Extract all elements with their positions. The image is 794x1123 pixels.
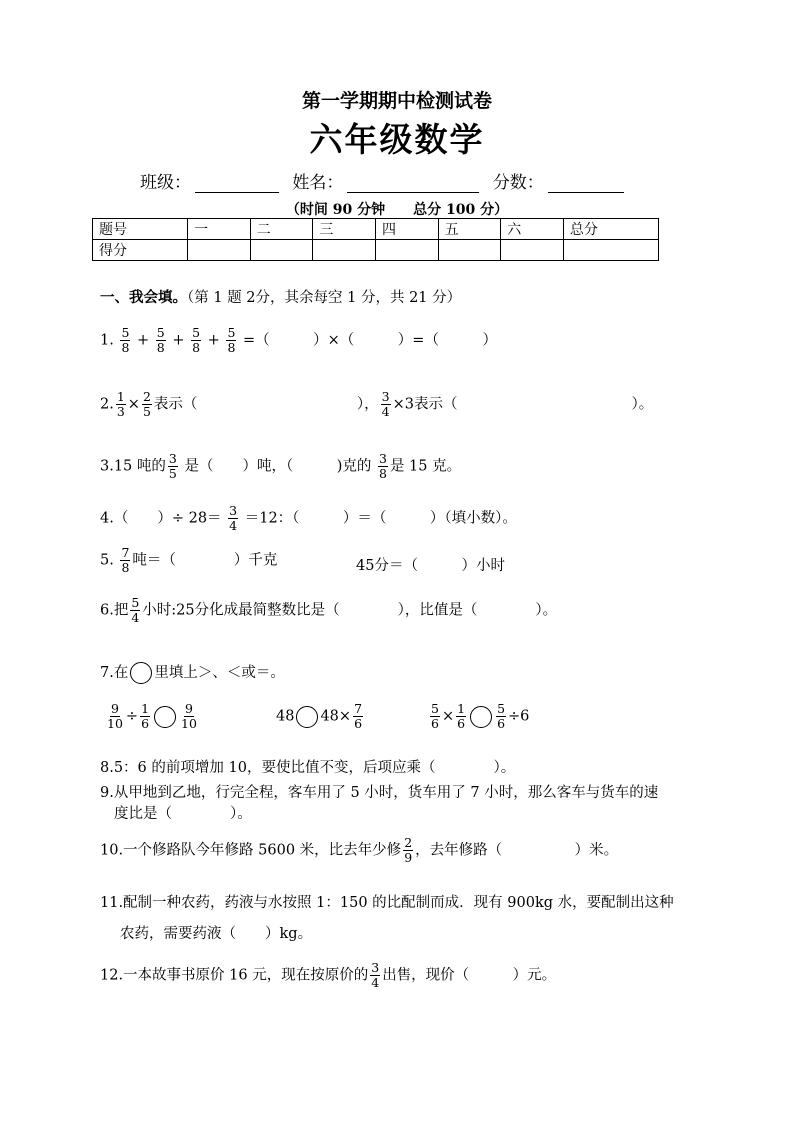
times-sign: × <box>127 396 140 413</box>
q1-blanks[interactable]: =（ ）×（ ）=（ ） <box>243 332 497 349</box>
score-table-header-row <box>93 219 659 240</box>
fraction: $\frac{5}{8}$ <box>121 325 130 355</box>
q7-text-end: 里填上＞、＜或＝。 <box>154 665 285 681</box>
q10-text: 10.一个修路队今年修路 5600 米，比去年少修 <box>100 842 402 859</box>
score-table <box>92 218 659 261</box>
table-cell: 二 <box>250 219 313 240</box>
q10-blank[interactable]: ，去年修路（ ）米。 <box>415 842 619 859</box>
compare-circle[interactable] <box>296 706 318 728</box>
question-9-line-2[interactable]: 度比是（ ）。 <box>114 806 252 822</box>
q12-blank[interactable]: 出售，现价（ ）元。 <box>382 967 557 984</box>
q12-text: 12.一本故事书原价 16 元，现在按原价的 <box>100 967 369 984</box>
q7-number: 48 <box>276 708 295 725</box>
question-10 <box>100 836 618 865</box>
fraction: $\frac{5}{6}$ <box>431 701 439 731</box>
question-12 <box>100 961 556 990</box>
q2-blank-2[interactable]: ×3表示（ ）。 <box>392 396 654 413</box>
fraction: $\frac{2}{5}$ <box>142 389 151 419</box>
question-11-line-1: 11.配制一种农药，药液与水按照 1：150 的比配制而成．现有 900kg 水，要配制出这种 <box>100 895 674 911</box>
fraction: $\frac{3}{4}$ <box>381 389 390 419</box>
question-6 <box>100 596 557 625</box>
fraction: $\frac{1}{3}$ <box>116 389 125 419</box>
class-label: 班级： <box>140 173 191 193</box>
question-7 <box>100 662 285 684</box>
q4-blank-1[interactable]: 4.（ ）÷ 28＝ <box>100 510 227 527</box>
compare-circle[interactable] <box>154 706 176 728</box>
fraction: $\frac{3}{5}$ <box>168 451 177 481</box>
student-info-line <box>140 168 632 193</box>
q5-number: 5. <box>100 552 119 569</box>
q3-text: 3.15 吨的 <box>100 458 166 475</box>
question-5-part-2[interactable]: 45分＝（ ）小时 <box>356 558 505 574</box>
q7-text: ÷6 <box>508 708 530 725</box>
fraction: $\frac{1}{6}$ <box>141 701 150 731</box>
q2-blank-1[interactable]: 表示（ ）， <box>153 396 379 413</box>
plus-sign: + <box>137 332 150 349</box>
table-cell: 总分 <box>563 219 658 240</box>
question-3 <box>100 452 461 481</box>
table-cell: 三 <box>313 219 376 240</box>
fraction: $\frac{9}{10}$ <box>181 701 197 731</box>
question-5 <box>100 546 277 575</box>
score-cell[interactable] <box>188 240 251 261</box>
name-field[interactable] <box>347 174 479 193</box>
fraction: $\frac{7}{8}$ <box>121 545 130 575</box>
question-4 <box>100 504 517 533</box>
q7-item-3 <box>428 702 529 731</box>
q7-number: 48× <box>320 708 352 725</box>
name-label: 姓名： <box>292 173 344 193</box>
q6-blanks[interactable]: 小时:25分化成最简整数比是（ ），比值是（ ）。 <box>142 602 558 619</box>
score-label: 分数： <box>492 173 544 193</box>
fraction: $\frac{9}{10}$ <box>107 701 123 731</box>
fraction: $\frac{7}{6}$ <box>354 701 363 731</box>
question-9-line-1: 9.从甲地到乙地，行完全程，客车用了 5 小时，货车用了 7 小时，那么客车与货车的速 <box>100 785 659 801</box>
fraction: $\frac{3}{4}$ <box>229 503 238 533</box>
fraction: $\frac{2}{9}$ <box>404 835 413 865</box>
score-cell[interactable] <box>250 240 313 261</box>
table-cell: 四 <box>375 219 438 240</box>
q4-blanks[interactable]: ＝12：（ ）＝（ ）（填小数）。 <box>240 510 517 527</box>
score-cell[interactable] <box>313 240 376 261</box>
fraction: $\frac{5}{4}$ <box>131 595 140 625</box>
q3-blanks[interactable]: 是（ ）吨，（ )克的 <box>179 458 376 475</box>
table-cell: 六 <box>501 219 564 240</box>
class-field[interactable] <box>195 174 279 193</box>
fraction: $\frac{3}{8}$ <box>378 451 387 481</box>
question-1 <box>100 326 497 355</box>
times-sign: × <box>441 708 455 725</box>
score-field[interactable] <box>548 174 624 193</box>
fraction: $\frac{5}{6}$ <box>497 701 506 731</box>
table-cell: 五 <box>438 219 501 240</box>
time-note: （时间 90 分钟 总分 100 分） <box>285 202 509 218</box>
plus-sign: + <box>172 332 185 349</box>
question-11-line-2[interactable]: 农药，需要药液（ ）kg。 <box>120 926 313 942</box>
q5-blank-1[interactable]: 吨＝（ ）千克 <box>132 552 278 569</box>
q1-number: 1. <box>100 332 114 349</box>
question-8[interactable]: 8.5：6 的前项增加 10，要使比值不变，后项应乘（ ）。 <box>100 760 516 776</box>
q2-number: 2. <box>100 396 114 413</box>
question-2 <box>100 390 653 419</box>
exam-title: 第一学期期中检测试卷 <box>301 90 492 112</box>
q7-item-1 <box>104 702 200 731</box>
score-table-score-row <box>93 240 659 261</box>
score-cell[interactable] <box>563 240 658 261</box>
score-cell[interactable] <box>375 240 438 261</box>
q7-item-2 <box>276 702 365 731</box>
q3-text-end: 是 15 克。 <box>389 458 462 475</box>
section-1-heading <box>100 288 461 308</box>
table-cell: 题号 <box>93 219 188 240</box>
table-cell: 一 <box>188 219 251 240</box>
fraction: $\frac{1}{6}$ <box>457 701 466 731</box>
fraction: $\frac{5}{8}$ <box>192 325 201 355</box>
score-cell[interactable] <box>438 240 501 261</box>
section-1-note: （第 1 题 2分，其余每空 1 分，共 21 分） <box>187 290 462 306</box>
divide-sign: ÷ <box>125 708 139 725</box>
fraction: $\frac{5}{8}$ <box>227 325 236 355</box>
compare-circle[interactable] <box>470 706 492 728</box>
score-cell[interactable] <box>501 240 564 261</box>
table-cell: 得分 <box>93 240 188 261</box>
fraction: $\frac{5}{8}$ <box>156 325 165 355</box>
circle-icon <box>130 662 152 684</box>
q6-text: 6.把 <box>100 602 129 619</box>
q7-text: 7.在 <box>100 665 129 681</box>
fraction: $\frac{3}{4}$ <box>371 960 380 990</box>
section-1-title: 一、我会填。 <box>100 289 187 306</box>
plus-sign: + <box>207 332 220 349</box>
exam-subtitle: 六年级数学 <box>309 120 485 159</box>
